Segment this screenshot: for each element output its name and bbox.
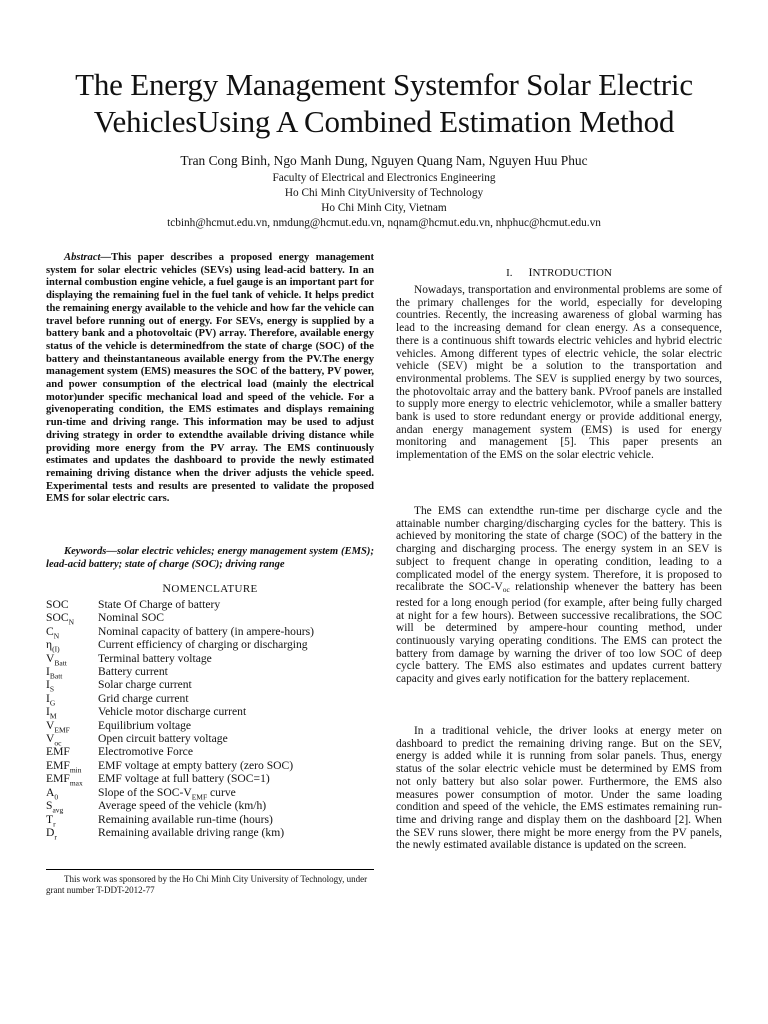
intro-paragraph: The EMS can extendthe run-time per discharge cycle and the attainable number charging/discharging cycles for the battery. This is achieved by monitoring the state of charge (SOC) of the battery in the charging and discharging process. The energy system in an SEV is subject to frequent change in operating condition, leading to a complicated model of the energy system. Therefore, it is proposed to recalibrate the SOC-$V_{oc}$ relationship whenever the battery has been rested for a long enough period (for example, after being fully charged at night for a few hours). Between successive recalibrations, the SOC will be determined by ampere-hour counting method, under continuously varying operating conditions. The EMS can protect the battery from damage by warning the driver of too low SOC of deep cycle battery. The EMS also estimates and updates current battery capacity and gives early notification for the battery replacement. bbox=[396, 505, 722, 686]
nomenclature-symbol: $EMF_{max}$ bbox=[46, 772, 83, 788]
nomenclature-symbol: $I_G$ bbox=[46, 691, 56, 708]
author-list: Tran Cong Binh, Ngo Manh Dung, Nguyen Quang Nam, Nguyen Huu Phuc bbox=[180, 153, 588, 168]
nomenclature-symbol: $S_{avg}$ bbox=[46, 799, 64, 815]
nomenclature-symbol: SOC bbox=[46, 598, 69, 611]
nomenclature-row bbox=[46, 732, 314, 745]
nomenclature-symbol: $EMF_{min}$ bbox=[46, 758, 82, 775]
nomenclature-row bbox=[46, 625, 314, 638]
nomenclature-symbol: $A_0$ bbox=[46, 785, 59, 801]
footnote: This work was sponsored by the Ho Chi Minh City University of Technology, under grant number T-DDT-2012-77 bbox=[46, 874, 368, 895]
nomenclature-definition: Vehicle motor discharge current bbox=[98, 705, 247, 719]
nomenclature-row bbox=[46, 692, 314, 705]
nomenclature-definition: Terminal battery voltage bbox=[98, 651, 212, 665]
footnote-divider bbox=[46, 869, 374, 870]
nomenclature-row bbox=[46, 799, 314, 812]
nomenclature-symbol: $D_r$ bbox=[46, 825, 57, 842]
nomenclature-symbol: $\eta_{(I)}$ bbox=[46, 638, 60, 654]
nomenclature-definition: Battery current bbox=[98, 665, 168, 679]
affiliation-faculty: Faculty of Electrical and Electronics Engineering bbox=[272, 172, 496, 184]
nomenclature-symbol: $I_{Batt}$ bbox=[46, 665, 63, 681]
nomenclature-definition: Remaining available run-time (hours) bbox=[98, 812, 273, 826]
nomenclature-row bbox=[46, 826, 314, 839]
nomenclature-row bbox=[46, 786, 314, 799]
nomenclature-symbol: $SOC_N$ bbox=[46, 611, 74, 627]
nomenclature-symbol: $T_r$ bbox=[46, 812, 56, 828]
nomenclature-definition: Remaining available driving range (km) bbox=[98, 825, 285, 839]
affiliation-university: Ho Chi Minh CityUniversity of Technology bbox=[284, 187, 484, 199]
nomenclature-symbol: $V_{EMF}$ bbox=[46, 718, 70, 734]
abstract-text: This paper describes a proposed energy management system for solar electric vehicles (SEVs) using lead-acid battery. In an internal combustion engine vehicle, a fuel gauge is an important part for displaying the remaining fuel in the fuel tank of vehicle. It helps predict the remaining energy available to the vehicle and how far the vehicle can travel before running out of energy. For SEVs, energy is supplied by a battery bank and a photovoltaic (PV) array. Therefore, available energy status of the vehicle is determinedfrom the state of charge (SOC) of the battery and theinstantaneous available energy from the PV.The energy management system (EMS) measures the SOC of the battery, PV power, and power consumption of the electrical load (mainly the electrical motor)under specific mechanical load and speed of the vehicle. For a givenoperating condition, the EMS estimates and displays remaining run-time and driving range. This information may be used to adjust driving strategy in order to extendthe available driving distance while providing more energy from the PV array. The EMS continuously estimates and updates the dashboard to provide the newly estimated remaining driving distance when the driver adjusts the vehicle speed. Experimental tests and results are presented to validate the proposed EMS for solar electric cars. bbox=[46, 252, 374, 505]
nomenclature-definition: Current efficiency of charging or discharging bbox=[98, 638, 308, 652]
nomenclature-definition: Nominal capacity of battery (in ampere-hours) bbox=[98, 624, 315, 638]
nomenclature-definition: Electromotive Force bbox=[98, 745, 193, 759]
nomenclature-symbol: EMF bbox=[46, 745, 70, 759]
nomenclature-symbol: $V_{Batt}$ bbox=[46, 651, 67, 667]
nomenclature-symbol: $V_{oc}$ bbox=[46, 732, 62, 748]
nomenclature-symbol: $I_M$ bbox=[46, 705, 57, 721]
nomenclature-heading: NOMENCLATURE bbox=[162, 581, 258, 595]
nomenclature-row bbox=[46, 611, 314, 624]
keywords: Keywords—solar electric vehicles; energy management system (EMS); lead-acid battery; state of charge (SOC); driving range bbox=[46, 546, 374, 570]
nomenclature-definition: Nominal SOC bbox=[98, 611, 165, 625]
nomenclature-row bbox=[46, 759, 314, 772]
nomenclature-definition: Grid charge current bbox=[98, 691, 189, 705]
abstract-lead: Abstract— bbox=[64, 252, 112, 263]
nomenclature-definition: EMF voltage at full battery (SOC=1) bbox=[98, 772, 270, 786]
intro-paragraph: Nowadays, transportation and environmental problems are some of the primary challenges for the world, especially for developing countries. Recently, the increasing awareness of global warming has lead to the increasing demand for clean energy. As a consequence, there is a continuous shift towards electric vehicles and hybrid electric vehicles. Among different types of electric vehicle, the solar electric vehicle (SEV) might be a solution to the transportation and environmental problems. The SEV is supplied energy by two sources, the photovoltaic array and the battery bank. PVroof panels are installed to supply more energy to electric vehiclemotor, while a smaller battery bank is used to store redundant energy or provide additional energy, andan energy management system (EMS) is used for energy monitoring and management [5]. This paper presents an implementation of the EMS on the solar electric vehicle. bbox=[396, 284, 722, 462]
nomenclature-definition: EMF voltage at empty battery (zero SOC) bbox=[98, 758, 294, 772]
nomenclature-row bbox=[46, 813, 314, 826]
nomenclature-symbol: $C_N$ bbox=[46, 624, 60, 641]
nomenclature-definition: Open circuit battery voltage bbox=[98, 732, 228, 746]
nomenclature-definition: Equilibrium voltage bbox=[98, 718, 192, 732]
nomenclature-row bbox=[46, 719, 314, 732]
intro-paragraph: In a traditional vehicle, the driver looks at energy meter on dashboard to predict the remaining driving range. But on the SEV, energy is added while it is running from solar panels. Thus, energy status of the solar electric vehicle must be determined by EMS from not only battery but also solar power. Furthermore, the EMS also measures power consumption of motor. Under the same loading condition and speed of the vehicle, the EMS estimates remaining run-time and driving range and display them on the dashboard [2]. When the SEV runs slower, there might be more energy from the PV panels, the newly estimated available distance is updated on the screen. bbox=[396, 725, 722, 852]
affiliation-emails: tcbinh@hcmut.edu.vn, nmdung@hcmut.edu.vn, nqnam@hcmut.edu.vn, nhphuc@hcmut.edu.vn bbox=[167, 217, 601, 229]
nomenclature-row bbox=[46, 598, 314, 611]
nomenclature-row bbox=[46, 652, 314, 665]
nomenclature-row bbox=[46, 772, 314, 785]
nomenclature-row bbox=[46, 705, 314, 718]
nomenclature-table bbox=[46, 598, 315, 842]
nomenclature-definition: Solar charge current bbox=[98, 678, 192, 692]
nomenclature-row bbox=[46, 745, 314, 758]
nomenclature-definition: State Of Charge of battery bbox=[98, 598, 221, 611]
abstract bbox=[46, 252, 374, 506]
nomenclature-row bbox=[46, 638, 314, 651]
nomenclature-row bbox=[46, 665, 314, 678]
nomenclature-definition: Slope of the SOC-$V_{EMF}$ curve bbox=[98, 785, 236, 801]
paper-title: The Energy Management Systemfor Solar Electric VehiclesUsing A Combined Estimation Method bbox=[75, 67, 693, 139]
nomenclature-symbol: $I_S$ bbox=[46, 678, 55, 694]
section-heading-introduction: I. INTRODUCTION bbox=[506, 265, 612, 279]
affiliation-city: Ho Chi Minh City, Vietnam bbox=[321, 202, 447, 214]
nomenclature-row bbox=[46, 678, 314, 691]
nomenclature-definition: Average speed of the vehicle (km/h) bbox=[98, 799, 267, 813]
affiliation-block bbox=[40, 171, 728, 231]
